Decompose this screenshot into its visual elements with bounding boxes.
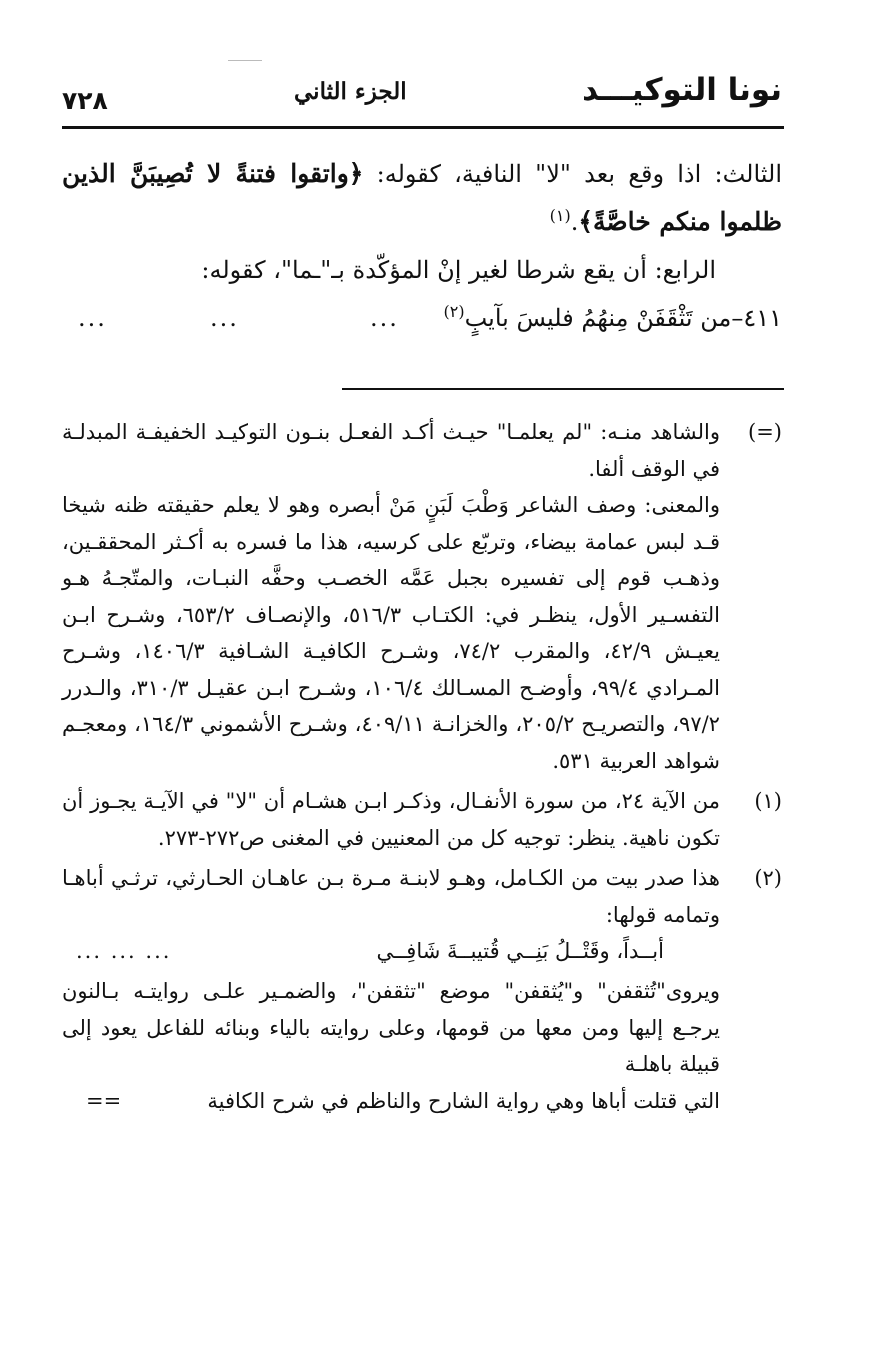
poem-ellipsis: ... ... ...	[76, 939, 172, 963]
footnote-ref-2: (٢)	[443, 302, 465, 321]
verse-line	[62, 294, 782, 344]
footnote-text: هذا صدر بيت من الكـامل، وهـو لابنـة مـرة بـن عاهـان الحـارثي، ترثـي أباهـا وتمامه قولها:	[62, 866, 720, 927]
header-rule	[62, 126, 784, 129]
footnote-ref-1: (١)	[549, 206, 571, 225]
footnote-continued	[62, 414, 782, 779]
continuation-mark: ==	[86, 1088, 122, 1113]
main-text	[62, 150, 782, 344]
footnote-2	[62, 860, 782, 1123]
footnote-text: التي قتلت أباها وهي رواية الشارح والناظم في شرح الكافية	[207, 1088, 720, 1113]
footnote-text: والمعنى: وصف الشاعر وَطْبَ لَبَنٍ مَنْ أبصره وهو لا يعلم حقيقته ظنه شيخا قـد لبس عمامة بيضاء، وتربّع على كرسيه، هذا ما فسره به أكـثر المحققـين، وذهـب قوم إلى تفسيره بجبل عَمَّه الخصـب وحفَّه النبـات، والمتّجـهُ هـو التفسـير الأول، ينظـر في: الكتـاب ٥١٦/٣، والإنصـاف ٦٥٣/٢، وشـرح ابـن يعيـش ٤٢/٩، والمقرب ٧٤/٢، وشـرح الكافيـة الشـافية ١٤٠٦/٣، وشـرح المـرادي ٩٩/٤، وأوضـح المسـالك ١٠٦/٤، وشـرح ابـن عقيـل ٣١٠/٣، والـدرر ٩٧/٢، والتصريـح ٢٠٥/٢، والخزانـة ٤٠٩/١١، وشـرح الأشموني ١٦٤/٣، ومعجـم شواهد العربية ٥٣١.	[62, 493, 720, 773]
paragraph-third-end: .	[570, 208, 579, 236]
chapter-title: نونا التوكيـــد	[582, 72, 782, 108]
verse-ellipsis-3: ...	[78, 304, 107, 332]
top-mark	[228, 60, 262, 61]
volume-label: الجزء الثاني	[294, 78, 407, 105]
paragraph-third	[62, 150, 782, 246]
verse-ellipsis-2: ...	[210, 304, 239, 332]
footnote-mark: (=)	[748, 420, 782, 444]
poem-line	[62, 933, 720, 973]
paragraph-fourth: الرابع: أن يقع شرطا لغير إنْ المؤكّدة بـ"ـما"، كقوله:	[201, 256, 716, 284]
verse-text: ٤١١–من تَثْقَفَنْ مِنهُمُ فليسَ بآيبٍ	[464, 304, 782, 332]
poem-second-half: أبــداً، وقَتْــلُ بَنِــي قُتيبــةَ شَافِــي	[376, 939, 664, 963]
verse-411	[443, 294, 782, 342]
footnote-last-line	[62, 1083, 720, 1123]
footnote-mark: (٢)	[754, 866, 782, 890]
page-number: ٧٢٨	[62, 86, 108, 115]
quran-quote: ﴿واتقوا فتنةً لا تُصِيبَنَّ الذين ظلموا منكم خاصَّةً﴾	[62, 159, 782, 236]
footnote-mark: (١)	[754, 789, 782, 813]
page-header	[62, 72, 782, 120]
paragraph-third-intro: الثالث: اذا وقع بعد "لا" النافية، كقوله:	[363, 160, 782, 188]
footnote-text: والشاهد منـه: "لم يعلمـا" حيـث أكـد الفعـل بنـون التوكيـد الخفيفـة المبدلـة في الوقف ألفا.	[62, 420, 720, 481]
footnote-divider	[342, 388, 784, 390]
footnote-text: ويروى"تُثقفن" و"يُثقفن" موضع "تثقفن"، والضمـير علـى روايتـه بـالنون يرجـع إليها ومن معها من قومها، وعلى روايته بالياء وبنائه للفاعل يعود إلى قبيلة باهلـة	[62, 979, 720, 1076]
footnote-text: من الآية ٢٤، من سورة الأنفـال، وذكـر ابـن هشـام أن "لا" في الآيـة يجـوز أن تكون ناهية. ينظر: توجيه كل من المعنيين في المغنى ص٢٧٢-٢٧٣.	[62, 789, 721, 850]
footnotes	[62, 414, 782, 1127]
verse-ellipsis-1: ...	[370, 304, 399, 332]
footnote-1	[62, 783, 782, 856]
